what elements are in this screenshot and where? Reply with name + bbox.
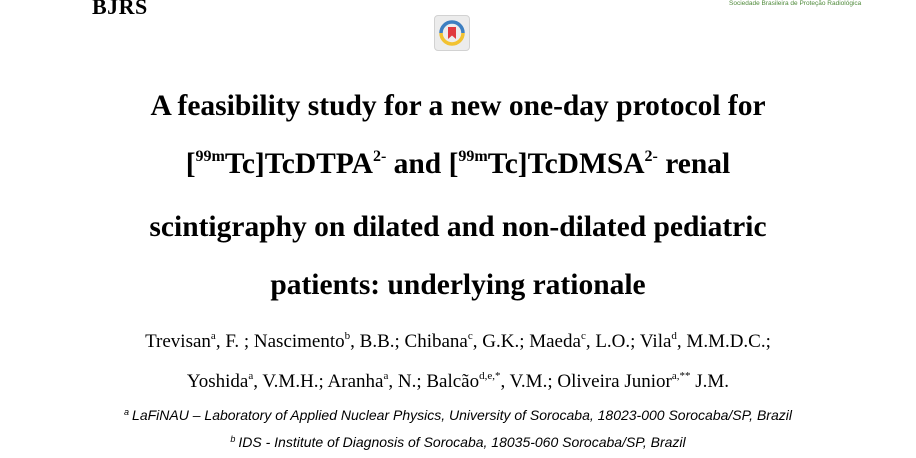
title-line-1: A feasibility study for a new one-day protocol for — [150, 90, 766, 122]
author-line-1 — [20, 323, 896, 363]
affiliation-a: $^a$ LaFiNAU – Laboratory of Applied Nuclear Physics, University of Sorocaba, 18023-000 Sorocaba/SP, Brazil — [124, 407, 792, 423]
crossmark-icon — [439, 20, 465, 46]
author: Nascimento$^b$, B.B.; — [253, 330, 405, 352]
author: Chibana$^c$, G.K.; — [404, 330, 530, 352]
society-logo-text: Sociedade Brasileira de Proteção Radiológica — [729, 0, 862, 7]
author: Balcão$^{d,e,*}$, V.M.; — [426, 370, 558, 392]
author: Maeda$^c$, L.O.; — [529, 330, 640, 352]
journal-name: BJRS — [92, 0, 148, 19]
title-line-3: scintigraphy on dilated and non-dilated pediatric — [149, 211, 767, 243]
affiliation-b: $^b$ IDS - Institute of Diagnosis of Sorocaba, 18035-060 Sorocaba/SP, Brazil — [230, 434, 686, 450]
author: Trevisan$^a$, F. ; — [145, 330, 254, 352]
crossmark-button[interactable] — [434, 15, 470, 51]
author: Vila$^d$, M.M.D.C.; — [639, 330, 771, 352]
paper-title — [40, 77, 876, 314]
title-line-2: [$^{99m}$Tc]TcDTPA$^{2-}$ and [$^{99m}$Tc]TcDMSA$^{2-}$ renal — [185, 148, 731, 180]
author-list — [20, 323, 896, 403]
author: Aranha$^a$, N.; — [327, 370, 427, 392]
author-line-2 — [20, 363, 896, 403]
title-line-4: patients: underlying rationale — [270, 269, 646, 301]
author: Yoshida$^a$, V.M.H.; — [186, 370, 328, 392]
author: Oliveira Junior$^{a,**}$ J.M. — [557, 370, 730, 392]
